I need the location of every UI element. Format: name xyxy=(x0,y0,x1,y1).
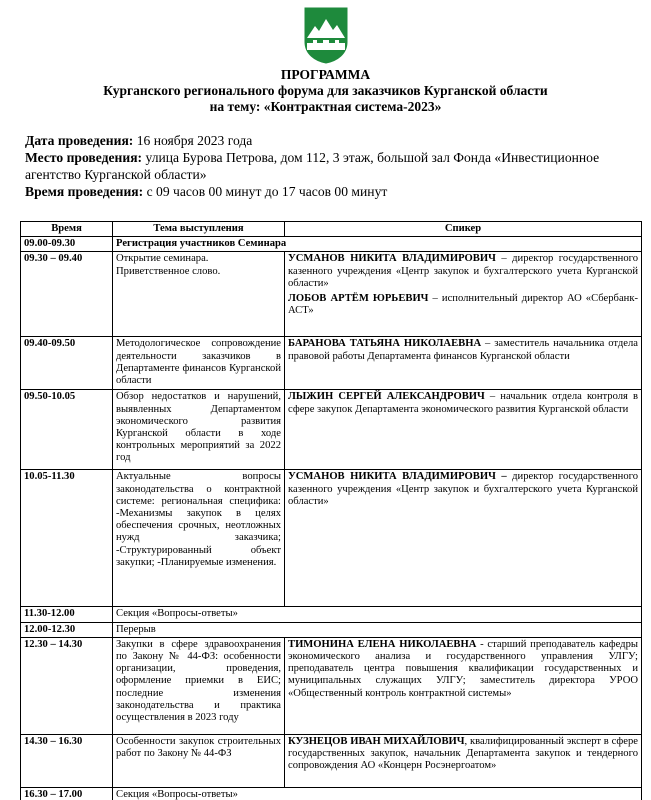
row-time: 09.40-09.50 xyxy=(21,337,113,390)
table-header-row xyxy=(21,222,642,237)
date-label: Дата проведения: xyxy=(25,133,134,148)
speaker-role: – директор государственного казенного учреждения «Центр закупок и бухгалтерского учета Курганской области» xyxy=(288,253,638,289)
coat-of-arms-icon xyxy=(303,6,349,64)
time-label: Время проведения: xyxy=(25,184,144,199)
header-speaker: Спикер xyxy=(285,222,642,237)
speaker-role: – исполнительный директор АО «Сбербанк-АСТ» xyxy=(288,293,638,317)
row-topic: Методологическое сопровождение деятельности заказчиков в Департаменте финансов Курганской области xyxy=(113,337,285,390)
event-details xyxy=(25,132,635,200)
table-row xyxy=(21,734,642,787)
row-time: 12.00-12.30 xyxy=(21,622,113,637)
event-date xyxy=(25,132,635,149)
page-subtitle-line1: Курганского регионального форума для заказчиков Курганской области xyxy=(103,83,548,98)
row-span-text: Перерыв xyxy=(113,622,642,637)
row-time: 14.30 – 16.30 xyxy=(21,734,113,787)
speaker-entry xyxy=(288,639,638,700)
row-speaker xyxy=(285,470,642,607)
table-row xyxy=(21,470,642,607)
time-value: с 09 часов 00 минут до 17 часов 00 минут xyxy=(143,184,388,199)
speaker-role: - старший преподаватель кафедры экономического анализа и государственного управления УЛГУ; преподаватель центра повышения квалификации государственных и муниципальных служащих УЛГУ; заместитель директора УРОО «Общественный контроль контрактной системы» xyxy=(288,638,638,699)
row-span-text: Секция «Вопросы-ответы» xyxy=(113,787,642,800)
table-row xyxy=(21,390,642,470)
title-block xyxy=(0,67,651,115)
row-time: 09.50-10.05 xyxy=(21,390,113,470)
row-speaker xyxy=(285,390,642,470)
row-time: 11.30-12.00 xyxy=(21,607,113,622)
row-time: 12.30 – 14.30 xyxy=(21,637,113,734)
header-time: Время xyxy=(21,222,113,237)
place-value: улица Бурова Петрова, дом 112, 3 этаж, большой зал Фонда «Инвестиционное агентство Курганской области» xyxy=(25,150,600,182)
speaker-name: КУЗНЕЦОВ ИВАН МИХАЙЛОВИЧ xyxy=(288,735,465,747)
page-title: ПРОГРАММА xyxy=(280,67,371,82)
speaker-entry xyxy=(288,736,638,773)
speaker-name: УСМАНОВ НИКИТА ВЛАДИМИРОВИЧ xyxy=(288,253,496,265)
speaker-entry xyxy=(288,338,638,362)
speaker-entry xyxy=(288,293,638,317)
row-time: 09.30 – 09.40 xyxy=(21,252,113,337)
speaker-name: БАРАНОВА ТАТЬЯНА НИКОЛАЕВНА xyxy=(288,338,482,350)
table-row xyxy=(21,637,642,734)
row-span-text: Секция «Вопросы-ответы» xyxy=(113,607,642,622)
speaker-role: – начальник отдела контроля в сфере закупок Департамента экономического развития Курганской области xyxy=(288,391,639,415)
date-value: 16 ноября 2023 года xyxy=(133,133,253,148)
page-subtitle-line2: на тему: «Контрактная система-2023» xyxy=(209,99,442,114)
speaker-role: – заместитель начальника отдела правовой работы Департамента финансов Курганской области xyxy=(288,338,638,362)
table-row xyxy=(21,622,642,637)
speaker-name: УСМАНОВ НИКИТА ВЛАДИМИРОВИЧ – xyxy=(288,471,507,483)
event-place xyxy=(25,149,635,183)
row-speaker xyxy=(285,252,642,337)
row-time: 10.05-11.30 xyxy=(21,470,113,607)
table-row xyxy=(21,252,642,337)
row-speaker xyxy=(285,337,642,390)
table-row xyxy=(21,237,642,252)
row-speaker xyxy=(285,734,642,787)
event-time xyxy=(25,183,635,200)
table-row xyxy=(21,787,642,800)
place-label: Место проведения: xyxy=(25,150,143,165)
row-topic: Открытие семинара. Приветственное слово. xyxy=(113,252,285,337)
row-span-text: Регистрация участников Семинара xyxy=(113,237,642,252)
speaker-name: ЛОБОВ АРТЁМ ЮРЬЕВИЧ xyxy=(288,293,429,305)
row-time: 16.30 – 17.00 xyxy=(21,787,113,800)
program-table xyxy=(20,221,642,800)
row-topic: Актуальные вопросы законодательства о контрактной системе: региональная специфика: -Механизмы закупок в целях обеспечения срочных, неотложных нужд заказчика; -Структурированный объект закупки; -Планируемые изменения. xyxy=(113,470,285,607)
table-row xyxy=(21,337,642,390)
row-topic: Обзор недостатков и нарушений, выявленных Департаментом экономического развития Курганской области в ходе контрольных мероприятий за 2022 год xyxy=(113,390,285,470)
row-time: 09.00-09.30 xyxy=(21,237,113,252)
table-row xyxy=(21,607,642,622)
speaker-role: , квалифицированный эксперт в сфере государственных закупок, начальник Департамента закупок и тендерного сопровождения АО «Концерн Росэнергоатом» xyxy=(288,735,638,772)
speaker-entry xyxy=(288,391,638,415)
header-topic: Тема выступления xyxy=(113,222,285,237)
row-topic: Закупки в сфере здравоохранения по Закону № 44-ФЗ: особенности организации, проведения, оформление приемки в ЕИС; последние изменения законодательства и практика осуществления в 2023 году xyxy=(113,637,285,734)
speaker-name: ТИМОНИНА ЕЛЕНА НИКОЛАЕВНА xyxy=(288,638,477,650)
row-speaker xyxy=(285,637,642,734)
speaker-entry xyxy=(288,471,638,508)
speaker-role: директор государственного казенного учреждения «Центр закупок и бухгалтерского учета Курганской области» xyxy=(288,471,638,507)
speaker-name: ЛЫЖИН СЕРГЕЙ АЛЕКСАНДРОВИЧ xyxy=(288,391,485,403)
row-topic: Особенности закупок строительных работ по Закону № 44-ФЗ xyxy=(113,734,285,787)
speaker-entry xyxy=(288,253,638,290)
